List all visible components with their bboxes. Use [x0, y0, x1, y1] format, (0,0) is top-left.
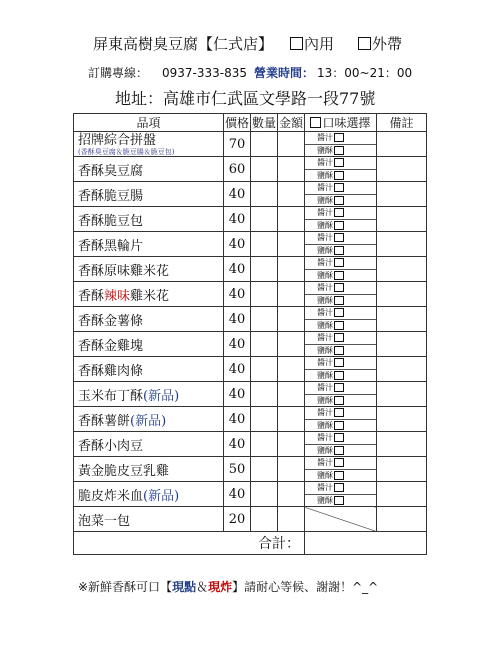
sauce-label: 醬汁	[317, 233, 333, 243]
item-flavor-word: 原味	[104, 263, 131, 279]
item-price: 40	[224, 307, 251, 332]
salt-label: 鹽酥	[317, 345, 333, 355]
item-cell	[74, 457, 224, 482]
salt-label: 鹽酥	[317, 170, 333, 180]
note-cell[interactable]	[377, 207, 427, 232]
flavor-cell[interactable]	[305, 207, 377, 232]
sauce-label: 醬汁	[317, 483, 333, 493]
sauce-checkbox[interactable]	[334, 408, 344, 417]
item-price: 60	[224, 157, 251, 182]
item-price: 40	[224, 432, 251, 457]
table-row	[74, 432, 427, 457]
footer-suffix: 】請耐心等候、謝謝！^_^	[232, 580, 379, 594]
item-price: 40	[224, 382, 251, 407]
col-note: 備註	[377, 114, 427, 132]
flavor-cell[interactable]	[305, 257, 377, 282]
item-name: 玉米布丁酥	[78, 388, 144, 404]
table-row	[74, 232, 427, 257]
table-row	[74, 332, 427, 357]
salt-checkbox[interactable]	[334, 421, 344, 430]
qty-cell[interactable]	[251, 382, 278, 407]
item-name: 香酥金雞塊	[78, 338, 144, 354]
item-cell	[74, 257, 224, 282]
amount-cell[interactable]	[278, 432, 305, 457]
note-cell[interactable]	[377, 282, 427, 307]
amount-cell[interactable]	[278, 457, 305, 482]
dine-in-option[interactable]	[290, 34, 334, 54]
dine-in-label: 內用	[304, 35, 335, 53]
contact-row	[0, 64, 500, 82]
col-qty: 數量	[251, 114, 278, 132]
amount-cell[interactable]	[278, 282, 305, 307]
item-subtitle: (香酥臭豆腐＆脆豆腸＆脆豆包)	[78, 147, 175, 156]
qty-cell[interactable]	[251, 507, 278, 532]
takeout-option[interactable]	[358, 34, 402, 54]
hours-value: 13：00~21：00	[317, 66, 413, 80]
salt-label: 鹽酥	[317, 145, 333, 155]
flavor-cell[interactable]	[305, 307, 377, 332]
takeout-checkbox[interactable]	[358, 37, 371, 50]
salt-checkbox[interactable]	[334, 446, 344, 455]
item-price: 50	[224, 457, 251, 482]
item-cell	[74, 382, 224, 407]
salt-label: 鹽酥	[317, 195, 333, 205]
dine-in-checkbox[interactable]	[290, 37, 303, 50]
amount-cell[interactable]	[278, 382, 305, 407]
note-cell[interactable]	[377, 507, 427, 532]
item-price: 40	[224, 257, 251, 282]
item-name-a: 香酥	[78, 288, 105, 304]
salt-checkbox[interactable]	[334, 321, 344, 330]
new-item-tag: (新品)	[143, 388, 180, 404]
salt-checkbox[interactable]	[334, 196, 344, 205]
table-header	[74, 114, 427, 132]
total-row	[74, 532, 427, 555]
total-value[interactable]	[305, 532, 427, 555]
table-row	[74, 307, 427, 332]
item-price: 40	[224, 207, 251, 232]
item-cell	[74, 307, 224, 332]
footer-amp: ＆	[196, 580, 209, 594]
flavor-cell[interactable]	[305, 282, 377, 307]
salt-checkbox[interactable]	[334, 346, 344, 355]
item-name: 香酥黑輪片	[78, 238, 144, 254]
sauce-label: 醬汁	[317, 258, 333, 268]
table-row	[74, 207, 427, 232]
item-name: 香酥臭豆腐	[78, 163, 144, 179]
salt-checkbox[interactable]	[334, 221, 344, 230]
note-cell[interactable]	[377, 482, 427, 507]
qty-cell[interactable]	[251, 482, 278, 507]
salt-label: 鹽酥	[317, 295, 333, 305]
note-cell[interactable]	[377, 357, 427, 382]
table-row	[74, 382, 427, 407]
item-cell	[74, 232, 224, 257]
shop-title: 屏東高樹臭豆腐【仁式店】	[93, 35, 274, 53]
item-price: 40	[224, 282, 251, 307]
amount-cell[interactable]	[278, 157, 305, 182]
salt-checkbox[interactable]	[334, 171, 344, 180]
col-price: 價格	[224, 114, 251, 132]
flavor-cell[interactable]	[305, 232, 377, 257]
sauce-checkbox[interactable]	[334, 208, 344, 217]
col-flavor-label: 口味選擇	[322, 116, 371, 130]
flavor-cell[interactable]	[305, 482, 377, 507]
item-price: 40	[224, 182, 251, 207]
item-price: 70	[224, 132, 251, 157]
salt-label: 鹽酥	[317, 220, 333, 230]
item-cell	[74, 157, 224, 182]
salt-checkbox[interactable]	[334, 371, 344, 380]
note-cell[interactable]	[377, 182, 427, 207]
sauce-label: 醬汁	[317, 333, 333, 343]
new-item-tag: (新品)	[130, 413, 167, 429]
table-row	[74, 482, 427, 507]
table-row	[74, 357, 427, 382]
item-cell	[74, 507, 224, 532]
col-item: 品項	[74, 114, 224, 132]
qty-cell[interactable]	[251, 407, 278, 432]
salt-label: 鹽酥	[317, 270, 333, 280]
sauce-label: 醬汁	[317, 158, 333, 168]
qty-cell[interactable]	[251, 132, 278, 157]
sauce-label: 醬汁	[317, 133, 333, 143]
sauce-label: 醬汁	[317, 433, 333, 443]
sauce-checkbox[interactable]	[334, 283, 344, 292]
note-cell[interactable]	[377, 132, 427, 157]
salt-checkbox[interactable]	[334, 296, 344, 305]
item-cell	[74, 132, 224, 157]
item-price: 40	[224, 482, 251, 507]
note-cell[interactable]	[377, 432, 427, 457]
sauce-label: 醬汁	[317, 383, 333, 393]
salt-checkbox[interactable]	[334, 471, 344, 480]
table-row	[74, 407, 427, 432]
salt-label: 鹽酥	[317, 445, 333, 455]
note-cell[interactable]	[377, 257, 427, 282]
item-cell	[74, 332, 224, 357]
item-name: 香酥脆豆包	[78, 213, 144, 229]
salt-label: 鹽酥	[317, 320, 333, 330]
sauce-checkbox[interactable]	[334, 433, 344, 442]
flavor-cell[interactable]	[305, 182, 377, 207]
phone-label: 訂購專線：	[88, 66, 149, 80]
amount-cell[interactable]	[278, 482, 305, 507]
item-price: 40	[224, 232, 251, 257]
sauce-label: 醬汁	[317, 183, 333, 193]
qty-cell[interactable]	[251, 332, 278, 357]
qty-cell[interactable]	[251, 182, 278, 207]
flavor-cell[interactable]	[305, 357, 377, 382]
item-cell	[74, 182, 224, 207]
sauce-label: 醬汁	[317, 283, 333, 293]
flavor-cell[interactable]	[305, 332, 377, 357]
amount-cell[interactable]	[278, 332, 305, 357]
item-name: 香酥小肉豆	[78, 438, 144, 454]
item-price: 20	[224, 507, 251, 532]
flavor-cell	[305, 507, 377, 532]
amount-cell[interactable]	[278, 257, 305, 282]
header-row	[0, 34, 500, 54]
sauce-label: 醬汁	[317, 458, 333, 468]
item-flavor-word: 辣味	[104, 288, 131, 304]
item-cell	[74, 282, 224, 307]
sauce-label: 醬汁	[317, 408, 333, 418]
sauce-checkbox[interactable]	[334, 258, 344, 267]
note-cell[interactable]	[377, 157, 427, 182]
table-row	[74, 457, 427, 482]
salt-checkbox[interactable]	[334, 396, 344, 405]
sauce-checkbox[interactable]	[334, 358, 344, 367]
amount-cell[interactable]	[278, 307, 305, 332]
item-name: 招牌綜合拼盤	[78, 132, 157, 148]
address-row	[0, 88, 500, 110]
sauce-label: 醬汁	[317, 308, 333, 318]
sauce-checkbox[interactable]	[334, 383, 344, 392]
amount-cell[interactable]	[278, 507, 305, 532]
qty-cell[interactable]	[251, 307, 278, 332]
item-cell	[74, 207, 224, 232]
footer-prefix: ※新鮮香酥可口【	[78, 580, 173, 594]
sauce-checkbox[interactable]	[334, 308, 344, 317]
qty-cell[interactable]	[251, 257, 278, 282]
table-row	[74, 507, 427, 532]
flavor-cell[interactable]	[305, 132, 377, 157]
table-row	[74, 182, 427, 207]
salt-label: 鹽酥	[317, 420, 333, 430]
salt-label: 鹽酥	[317, 395, 333, 405]
sauce-checkbox[interactable]	[334, 158, 344, 167]
salt-checkbox[interactable]	[334, 146, 344, 155]
flavor-cell[interactable]	[305, 407, 377, 432]
table-row	[74, 132, 427, 157]
item-cell	[74, 482, 224, 507]
note-cell[interactable]	[377, 307, 427, 332]
amount-cell[interactable]	[278, 232, 305, 257]
salt-label: 鹽酥	[317, 470, 333, 480]
salt-label: 鹽酥	[317, 245, 333, 255]
qty-cell[interactable]	[251, 432, 278, 457]
item-cell	[74, 357, 224, 382]
col-amount: 金額	[278, 114, 305, 132]
new-item-tag: (新品)	[143, 488, 180, 504]
note-cell[interactable]	[377, 232, 427, 257]
note-cell[interactable]	[377, 332, 427, 357]
salt-checkbox[interactable]	[334, 496, 344, 505]
item-name: 香酥金薯條	[78, 313, 144, 329]
sauce-label: 醬汁	[317, 208, 333, 218]
footer-highlight-order: 現點	[172, 580, 197, 594]
table-row	[74, 157, 427, 182]
amount-cell[interactable]	[278, 407, 305, 432]
amount-cell[interactable]	[278, 132, 305, 157]
total-label: 合計：	[74, 532, 305, 555]
item-name: 黃金脆皮豆乳雞	[78, 463, 170, 479]
amount-cell[interactable]	[278, 207, 305, 232]
flavor-cell[interactable]	[305, 432, 377, 457]
qty-cell[interactable]	[251, 357, 278, 382]
sauce-checkbox[interactable]	[334, 133, 344, 142]
sauce-checkbox[interactable]	[334, 483, 344, 492]
col-flavor	[305, 114, 377, 132]
qty-cell[interactable]	[251, 207, 278, 232]
qty-cell[interactable]	[251, 282, 278, 307]
footer-note	[78, 578, 378, 595]
order-table	[73, 113, 427, 555]
item-name: 香酥雞肉條	[78, 363, 144, 379]
sauce-checkbox[interactable]	[334, 233, 344, 242]
salt-label: 鹽酥	[317, 370, 333, 380]
item-name: 泡菜一包	[78, 513, 131, 529]
qty-cell[interactable]	[251, 157, 278, 182]
hours-label: 營業時間：	[254, 66, 315, 80]
item-name: 香酥薯餅	[78, 413, 131, 429]
salt-checkbox[interactable]	[334, 246, 344, 255]
table-row	[74, 282, 427, 307]
phone-number: 0937-333-835	[162, 66, 248, 80]
qty-cell[interactable]	[251, 232, 278, 257]
amount-cell[interactable]	[278, 357, 305, 382]
item-price: 40	[224, 332, 251, 357]
amount-cell[interactable]	[278, 182, 305, 207]
item-price: 40	[224, 407, 251, 432]
sauce-checkbox[interactable]	[334, 183, 344, 192]
item-name-c: 雞米花	[130, 288, 170, 304]
sauce-checkbox[interactable]	[334, 333, 344, 342]
flavor-cell[interactable]	[305, 157, 377, 182]
address: 地址：高雄市仁武區文學路一段77號	[115, 89, 376, 108]
qty-cell[interactable]	[251, 457, 278, 482]
sauce-label: 醬汁	[317, 358, 333, 368]
item-price: 40	[224, 357, 251, 382]
item-cell	[74, 432, 224, 457]
footer-highlight-fry: 現炸	[208, 580, 233, 594]
flavor-cell[interactable]	[305, 457, 377, 482]
item-name: 脆皮炸米血	[78, 488, 144, 504]
item-name: 香酥脆豆腸	[78, 188, 144, 204]
takeout-label: 外帶	[372, 35, 403, 53]
sauce-checkbox[interactable]	[334, 458, 344, 467]
table-row	[74, 257, 427, 282]
note-cell[interactable]	[377, 457, 427, 482]
note-cell[interactable]	[377, 382, 427, 407]
flavor-cell[interactable]	[305, 382, 377, 407]
note-cell[interactable]	[377, 407, 427, 432]
flavor-header-checkbox	[310, 117, 321, 128]
item-name-a: 香酥	[78, 263, 105, 279]
item-name-c: 雞米花	[130, 263, 170, 279]
item-cell	[74, 407, 224, 432]
salt-checkbox[interactable]	[334, 271, 344, 280]
salt-label: 鹽酥	[317, 495, 333, 505]
